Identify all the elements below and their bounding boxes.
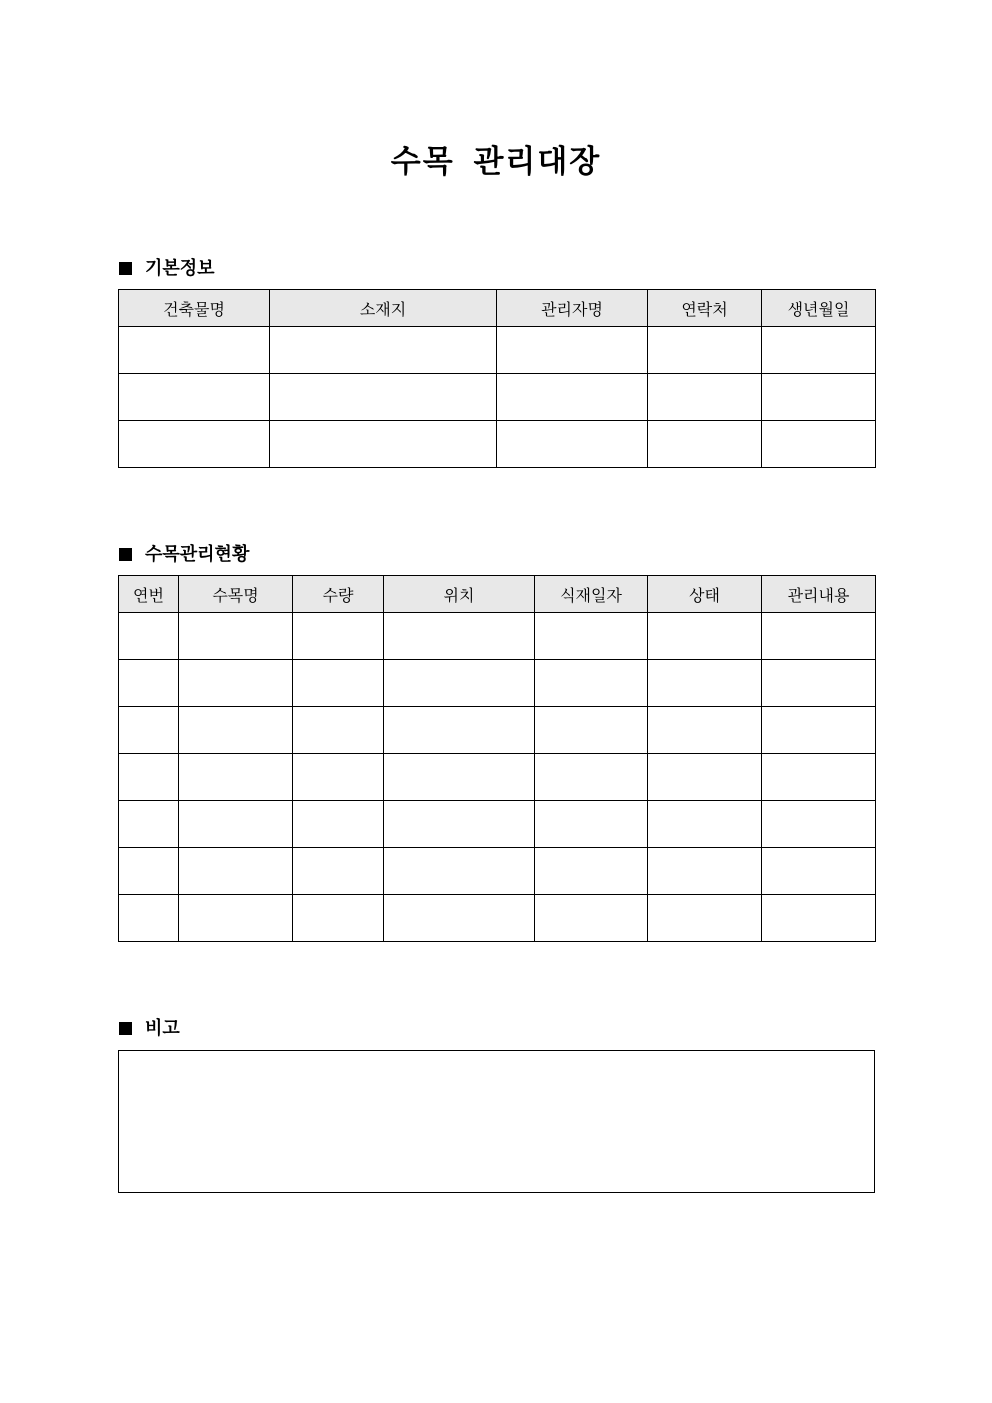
table-cell[interactable] <box>535 754 648 801</box>
table-cell[interactable] <box>762 801 876 848</box>
table-cell[interactable] <box>648 754 762 801</box>
table-cell[interactable] <box>762 707 876 754</box>
section-heading-tree-status <box>119 540 249 566</box>
table-row <box>119 848 876 895</box>
table-cell[interactable] <box>762 327 876 374</box>
table-cell[interactable] <box>648 707 762 754</box>
square-bullet-icon <box>119 548 132 561</box>
section-heading-basic-info <box>119 254 215 280</box>
table-cell[interactable] <box>119 660 179 707</box>
table-header-row <box>119 290 876 327</box>
table-cell[interactable] <box>179 754 293 801</box>
table-cell[interactable] <box>179 613 293 660</box>
column-header-manager-name: 관리자명 <box>497 290 648 327</box>
column-header-condition: 상태 <box>648 576 762 613</box>
table-cell[interactable] <box>535 895 648 942</box>
table-cell[interactable] <box>648 374 762 421</box>
table-cell[interactable] <box>179 707 293 754</box>
table-cell[interactable] <box>179 660 293 707</box>
table-cell[interactable] <box>119 895 179 942</box>
table-cell[interactable] <box>648 848 762 895</box>
table-row <box>119 660 876 707</box>
table-cell[interactable] <box>293 613 384 660</box>
column-header-planting-date: 식재일자 <box>535 576 648 613</box>
table-cell[interactable] <box>384 660 535 707</box>
table-cell[interactable] <box>497 374 648 421</box>
table-cell[interactable] <box>762 754 876 801</box>
table-row <box>119 707 876 754</box>
column-header-birthdate: 생년월일 <box>762 290 876 327</box>
table-cell[interactable] <box>179 848 293 895</box>
table-cell[interactable] <box>762 895 876 942</box>
remarks-box[interactable] <box>118 1050 875 1193</box>
table-row <box>119 613 876 660</box>
table-cell[interactable] <box>648 613 762 660</box>
table-cell[interactable] <box>119 754 179 801</box>
table-cell[interactable] <box>535 660 648 707</box>
table-cell[interactable] <box>648 327 762 374</box>
section-heading-remarks <box>119 1014 180 1040</box>
table-cell[interactable] <box>293 660 384 707</box>
column-header-building-name: 건축물명 <box>119 290 270 327</box>
table-header-row <box>119 576 876 613</box>
table-cell[interactable] <box>270 421 497 468</box>
table-cell[interactable] <box>535 707 648 754</box>
table-cell[interactable] <box>384 754 535 801</box>
table-cell[interactable] <box>293 801 384 848</box>
table-cell[interactable] <box>762 660 876 707</box>
table-cell[interactable] <box>384 707 535 754</box>
table-cell[interactable] <box>119 613 179 660</box>
column-header-management-details: 관리내용 <box>762 576 876 613</box>
table-cell[interactable] <box>119 801 179 848</box>
table-cell[interactable] <box>270 374 497 421</box>
table-row <box>119 374 876 421</box>
section-heading-label: 비고 <box>145 1018 180 1039</box>
table-cell[interactable] <box>535 613 648 660</box>
table-cell[interactable] <box>270 327 497 374</box>
page-title: 수목 관리대장 <box>390 144 602 180</box>
table-row <box>119 327 876 374</box>
column-header-quantity: 수량 <box>293 576 384 613</box>
square-bullet-icon <box>119 1022 132 1035</box>
table-cell[interactable] <box>648 801 762 848</box>
table-cell[interactable] <box>119 327 270 374</box>
table-row <box>119 421 876 468</box>
column-header-location: 소재지 <box>270 290 497 327</box>
table-cell[interactable] <box>293 754 384 801</box>
square-bullet-icon <box>119 262 132 275</box>
table-row <box>119 801 876 848</box>
table-cell[interactable] <box>179 801 293 848</box>
tree-status-table <box>118 575 876 942</box>
table-cell[interactable] <box>119 848 179 895</box>
basic-info-table <box>118 289 876 468</box>
table-cell[interactable] <box>384 801 535 848</box>
table-cell[interactable] <box>762 848 876 895</box>
table-cell[interactable] <box>293 895 384 942</box>
table-cell[interactable] <box>384 613 535 660</box>
column-header-contact: 연락처 <box>648 290 762 327</box>
table-cell[interactable] <box>762 613 876 660</box>
table-cell[interactable] <box>119 707 179 754</box>
column-header-tree-name: 수목명 <box>179 576 293 613</box>
table-cell[interactable] <box>293 848 384 895</box>
table-cell[interactable] <box>648 660 762 707</box>
table-cell[interactable] <box>648 421 762 468</box>
table-row <box>119 895 876 942</box>
table-cell[interactable] <box>384 848 535 895</box>
table-cell[interactable] <box>648 895 762 942</box>
column-header-position: 위치 <box>384 576 535 613</box>
table-cell[interactable] <box>762 421 876 468</box>
table-cell[interactable] <box>497 421 648 468</box>
table-cell[interactable] <box>119 421 270 468</box>
table-cell[interactable] <box>535 801 648 848</box>
table-cell[interactable] <box>762 374 876 421</box>
section-heading-label: 수목관리현황 <box>145 544 250 565</box>
table-cell[interactable] <box>535 848 648 895</box>
table-cell[interactable] <box>179 895 293 942</box>
table-cell[interactable] <box>119 374 270 421</box>
table-cell[interactable] <box>384 895 535 942</box>
section-heading-label: 기본정보 <box>145 258 215 279</box>
column-header-serial-no: 연번 <box>119 576 179 613</box>
table-row <box>119 754 876 801</box>
table-cell[interactable] <box>497 327 648 374</box>
table-cell[interactable] <box>293 707 384 754</box>
